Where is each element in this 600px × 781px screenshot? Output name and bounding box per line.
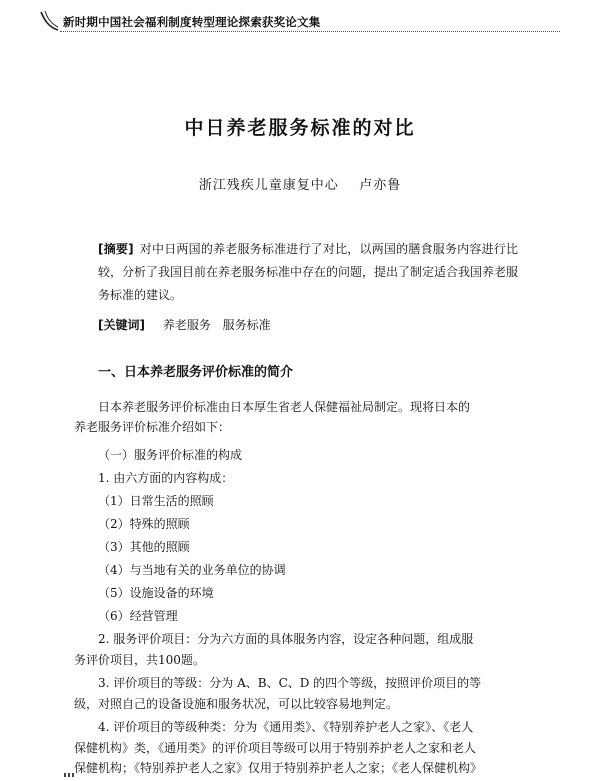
body-line: 2. 服务评价项目：分为六方面的具体服务内容，设定各种问题，组成服	[98, 632, 474, 646]
running-header-text: 新时期中国社会福利制度转型理论探索获奖论文集	[63, 15, 321, 29]
section-heading: 一、日本养老服务评价标准的简介	[98, 365, 294, 380]
body-line: 养老服务评价标准介绍如下：	[74, 420, 231, 434]
body-line: 务评价项目，共100题。	[74, 653, 205, 667]
body-line: （6）经营管理	[98, 609, 178, 623]
running-header	[38, 10, 578, 34]
keywords	[98, 316, 518, 333]
header-divider	[60, 31, 560, 32]
body-line: 级，对照自己的设备设施和服务状况，可以比较容易地判定。	[74, 697, 399, 711]
keyword-item: 服务标准	[222, 318, 271, 332]
abstract-label: [摘要]	[98, 242, 134, 256]
article-title: 中日养老服务标准的对比	[184, 117, 416, 139]
body-line: 1. 由六方面的内容构成：	[98, 471, 234, 485]
keyword-item: 养老服务	[162, 318, 211, 332]
body-line: 3. 评价项目的等级：分为 A、B、C、D 的四个等级，按照评价项目的等	[98, 676, 482, 690]
body-line: 4. 评价项目的等级种类：分为《通用类》、《特别养护老人之家》、《老人	[98, 720, 474, 734]
abstract	[98, 238, 518, 307]
body-line: 日本养老服务评价标准由日本厚生省老人保健福祉局制定。现将日本的	[98, 400, 471, 414]
body-line: （1）日常生活的照顾	[98, 494, 214, 508]
article-author: 浙江残疾儿童康复中心 卢亦鲁	[198, 178, 402, 193]
page-corner-mark	[64, 772, 84, 778]
body-line: 保健机构》类，《通用类》的评价项目等级可以用于特别养护老人之家和老人	[74, 741, 477, 755]
body-line: （一）服务评价标准的构成	[98, 448, 243, 462]
body-line: （5）设施设备的环境	[98, 586, 214, 600]
body-line: （2）特殊的照顾	[98, 517, 190, 531]
body-line: （4）与当地有关的业务单位的协调	[98, 563, 286, 577]
body-line: （3）其他的照顾	[98, 540, 190, 554]
header-swoosh-icon	[38, 10, 60, 34]
keywords-label: [关键词]	[98, 318, 145, 332]
body-line: 保健机构；《特别养护老人之家》仅用于特别养护老人之家；《老人保健机构》	[74, 761, 483, 775]
abstract-text: 对中日两国的养老服务标准进行了对比，以两国的膳食服务内容进行比较，分析了我国目前在养老服务标准中存在的问题，提出了制定适合我国养老服务标准的建议。	[98, 242, 519, 302]
